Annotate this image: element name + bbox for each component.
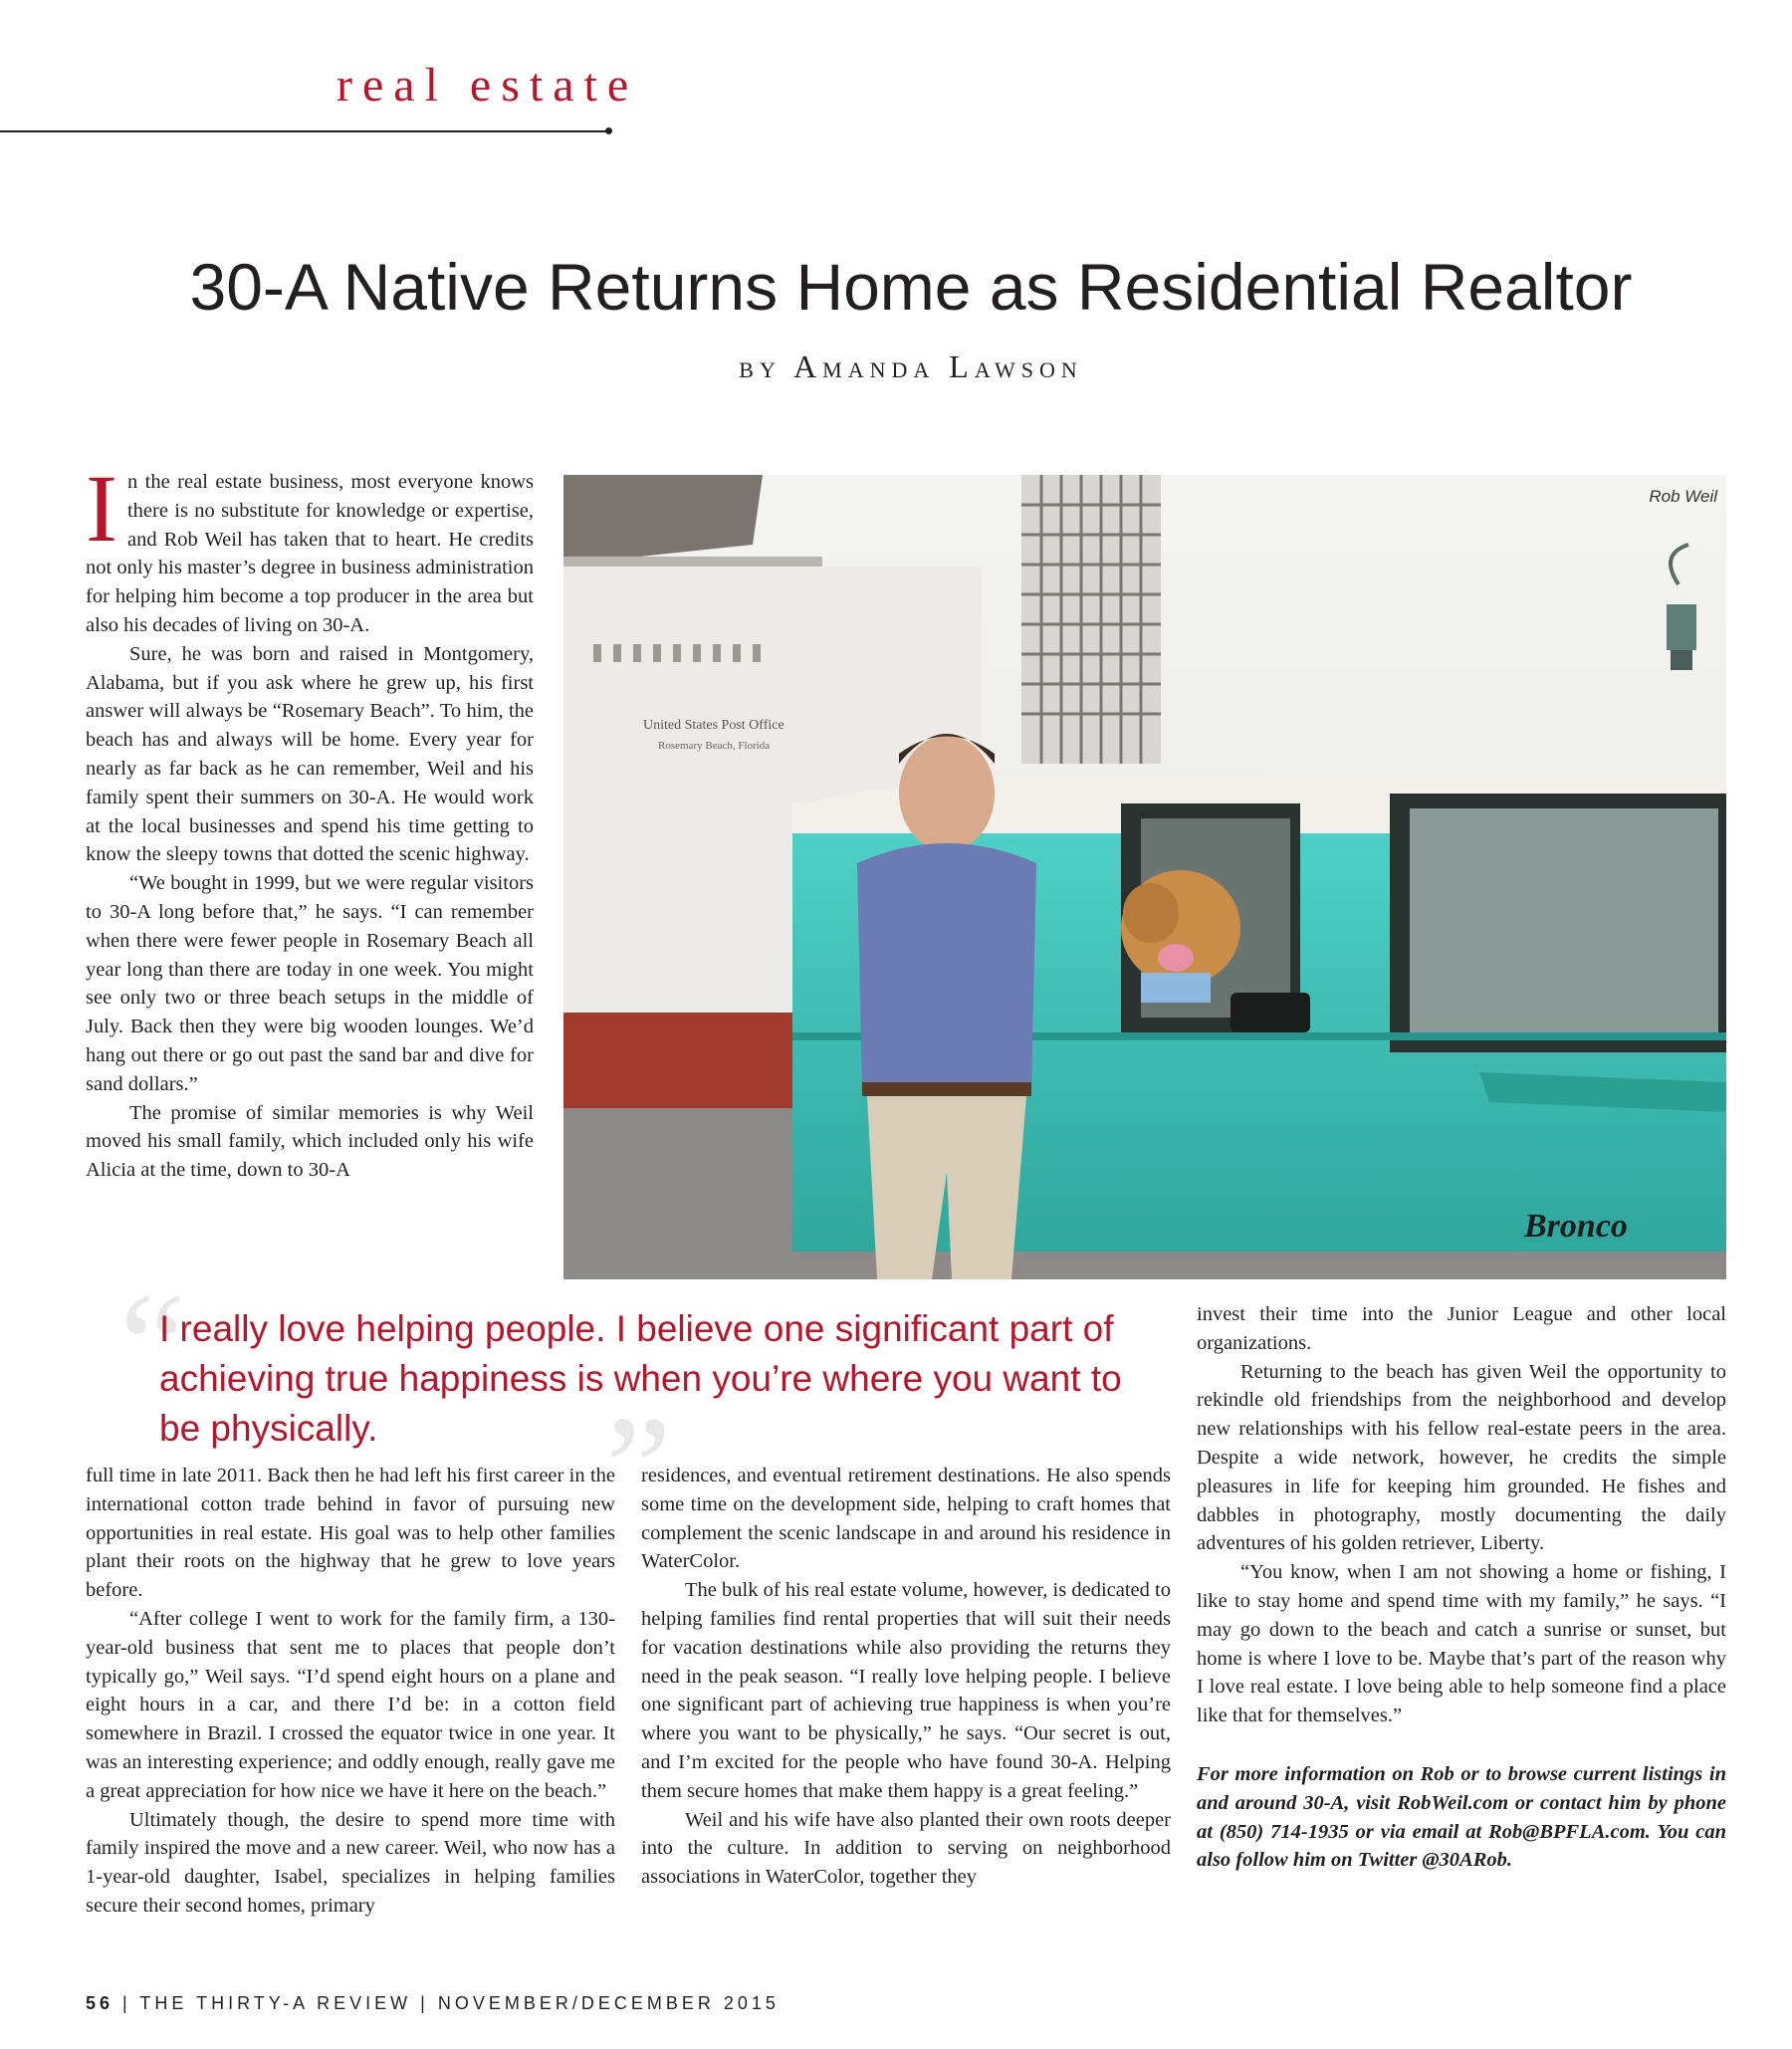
paragraph: n the real estate business, most everyone knows there is no substitute for knowledge or expertise, and Rob Weil has taken that to heart. He credits not only his master’s degree in business administration for helping him become a top producer in the area but also his decades of living on 30-A. — [86, 471, 534, 636]
publication-name: THE THIRTY-A REVIEW — [139, 1993, 412, 2013]
article-column-3 — [1197, 1300, 1726, 1875]
building-sign-subline: Rosemary Beach, Florida — [658, 740, 771, 752]
drop-cap: I — [86, 455, 117, 562]
footer-separator: | — [420, 1993, 429, 2013]
section-label: real estate — [336, 59, 639, 112]
paragraph: “After college I went to work for the family firm, a 130-year-old business that sent me to places that people don’t typically go,” Weil says. “I’d spend eight hours on a plane and eight hours in a car, and there I’d be: in a cotton field somewhere in Brazil. I crossed the equator twice in one year. It was an interesting experience; and oddly enough, really gave me a great appreciation for how nice we have it here on the beach.” — [86, 1607, 615, 1802]
paragraph: invest their time into the Junior League and other local organizations. — [1197, 1303, 1726, 1354]
article-column-1 — [86, 455, 534, 1185]
footer-separator: | — [122, 1993, 131, 2013]
paragraph: Ultimately though, the desire to spend more time with family inspired the move and a new career. Weil, who now has a 1-year-old daughter, Isabel, specializes in helping families secure their second homes, primary — [86, 1808, 615, 1917]
paragraph: “You know, when I am not showing a home or fishing, I like to stay home and spend time with my family,” he says. “I may go down to the beach and catch a sunrise or sunset, but home is where I love to be. Maybe that’s part of the reason why I love real estate. I love being able to help someone find a place like that for themselves.” — [1197, 1561, 1726, 1727]
paragraph: The promise of similar memories is why Weil moved his small family, which included only his wife Alicia at the time, down to 30-A — [86, 1101, 534, 1182]
article-column-1-lower — [86, 1462, 615, 1921]
photo-rob-weil-with-truck — [563, 475, 1726, 1279]
building-sign: United States Post Office — [643, 718, 784, 733]
open-quote-mark-icon: “ — [119, 1262, 186, 1428]
photo-credit: Rob Weil — [1649, 487, 1717, 506]
vehicle-badge: Bronco — [1524, 1208, 1628, 1245]
section-rule-dot — [605, 127, 612, 134]
paragraph: residences, and eventual retirement destinations. He also spends some time on the development side, helping to craft homes that complement the scenic landscape in and around his residence in WaterColor. — [641, 1465, 1171, 1573]
paragraph: full time in late 2011. Back then he had left his first career in the international cotton trade behind in favor of pursuing new opportunities in real estate. His goal was to help other families plant their roots on the highway that he grew to love years before. — [86, 1465, 615, 1602]
paragraph: Returning to the beach has given Weil the opportunity to rekindle old friendships from the neighborhood and develop new relationships with his fellow real-estate peers in the area. Despite a wide network, however, he credits the simple pleasures in life for keeping him grounded. He fishes and dabbles in photography, mostly documenting the daily adventures of his golden retriever, Liberty. — [1197, 1360, 1726, 1555]
contact-info: For more information on Rob or to browse current listings in and around 30-A, visit RobWeil.com or contact him by phone at (850) 714-1935 or via email at Rob@BPFLA.com. You can also follow him on Twitter @30ARob. — [1197, 1762, 1726, 1872]
issue-date: NOVEMBER/DECEMBER 2015 — [437, 1993, 780, 2013]
paragraph: Weil and his wife have also planted their own roots deeper into the culture. In addition to serving on neighborhood associations in WaterColor, together they — [641, 1808, 1171, 1889]
article-photo — [563, 475, 1726, 1279]
article-byline: by Amanda Lawson — [739, 348, 1083, 384]
paragraph: The bulk of his real estate volume, however, is dedicated to helping families find rental properties that will suit their needs for vacation destinations while also providing the returns they need in the peak season. “I really love helping people. I believe one significant part of achieving true happiness is when you’re where you want to be physically,” he says. “Our secret is out, and I’m excited for the people who have found 30-A. Helping them secure homes that make them happy is a great feeling.” — [641, 1579, 1171, 1802]
paragraph: “We bought in 1999, but we were regular visitors to 30-A long before that,” he says. “I can remember when there were fewer people in Rosemary Beach all year long than there are today in one week. You might see only two or three beach setups in the middle of July. Back then they were big wooden lounges. We’d hang out there or go out past the sand bar and dive for sand dollars.” — [86, 872, 534, 1095]
pull-quote-text: I really love helping people. I believe one significant part of achieving true happiness is when you’re where you want to be physically. — [159, 1308, 1122, 1449]
section-rule — [0, 130, 607, 132]
article-headline: 30-A Native Returns Home as Residential Realtor — [189, 250, 1633, 324]
article-column-2 — [641, 1462, 1171, 1892]
page-number: 56 — [86, 1993, 114, 2013]
page-footer — [86, 1993, 780, 2014]
close-quote-mark-icon: ” — [605, 1386, 672, 1551]
paragraph: Sure, he was born and raised in Montgomery, Alabama, but if you ask where he grew up, his first answer will always be “Rosemary Beach”. To him, the beach has and always will be home. Every year for nearly as far back as he can remember, Weil and his family spent their summers on 30-A. He would work at the local businesses and spend his time getting to know the sleepy towns that dotted the scenic highway. — [86, 642, 534, 866]
